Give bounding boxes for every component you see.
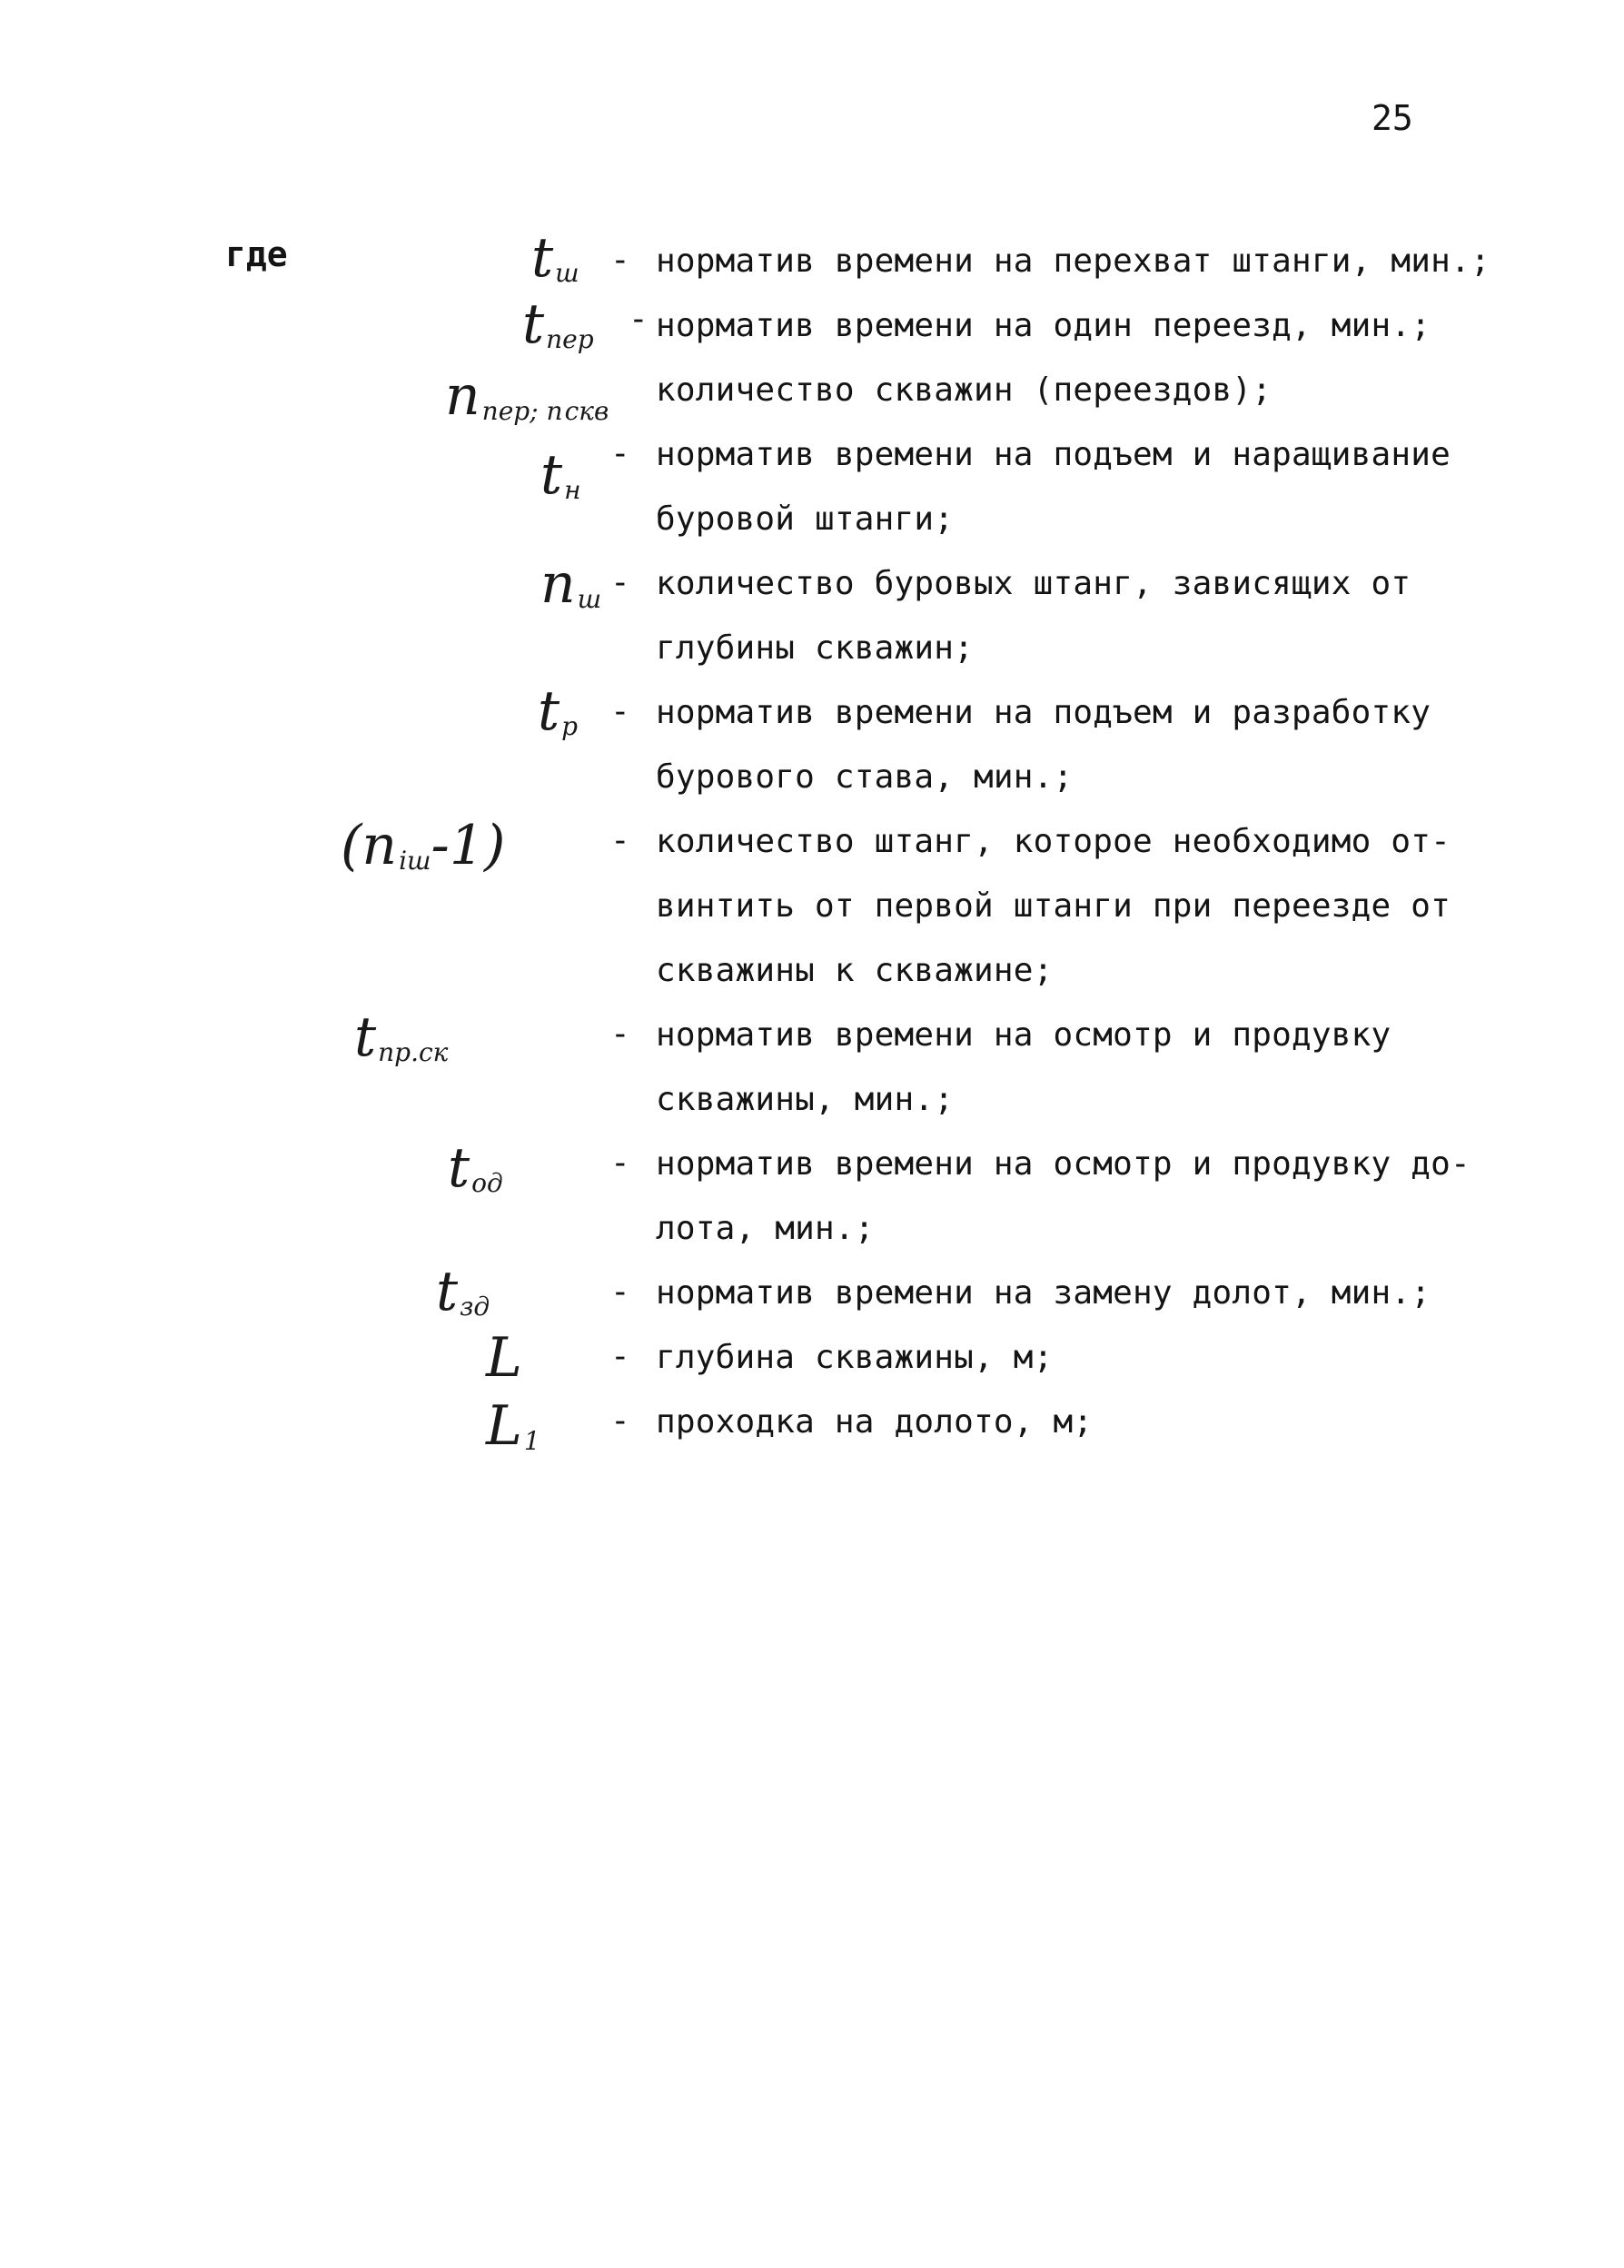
definition-symbol: nш bbox=[540, 552, 602, 616]
definition-text: норматив времени на один переезд, мин.; bbox=[656, 307, 1431, 344]
definition-symbol: tод bbox=[448, 1136, 503, 1200]
definition-text: норматив времени на замену долот, мин.; bbox=[656, 1274, 1431, 1312]
definition-symbol: tзд bbox=[436, 1260, 490, 1323]
definition-dash: - bbox=[610, 1015, 630, 1053]
definition-dash: - bbox=[610, 564, 630, 601]
definition-dash: - bbox=[610, 693, 630, 730]
definition-symbol: tпер bbox=[522, 292, 594, 356]
definition-text: норматив времени на подъем и наращивание буровой штанги; bbox=[656, 436, 1451, 538]
definition-symbol: L bbox=[486, 1326, 522, 1390]
definition-dash: - bbox=[610, 242, 630, 279]
definition-dash: - bbox=[610, 1338, 630, 1375]
definition-dash: - bbox=[610, 822, 630, 859]
definition-dash: - bbox=[610, 435, 630, 472]
definition-dash: - bbox=[629, 301, 649, 338]
definition-symbol: tпр.ск bbox=[354, 1005, 449, 1069]
definition-dash: - bbox=[610, 1273, 630, 1311]
definition-text: норматив времени на осмотр и продувку до- лота, мин.; bbox=[656, 1145, 1471, 1247]
definition-dash: - bbox=[610, 1144, 630, 1182]
definition-text: проходка на долото, м; bbox=[656, 1403, 1094, 1441]
definition-symbol: tр bbox=[538, 679, 579, 743]
definition-symbol: L1 bbox=[486, 1394, 540, 1458]
definition-symbol: (niш-1) bbox=[341, 814, 506, 877]
definition-symbol: tш bbox=[531, 226, 579, 290]
definition-text: количество штанг, которое необходимо от- винтить от первой штанги при переезде от скважины к скважине; bbox=[656, 823, 1451, 989]
definition-text: количество скважин (переездов); bbox=[656, 371, 1272, 409]
definition-text: норматив времени на осмотр и продувку скважины, мин.; bbox=[656, 1016, 1391, 1118]
definition-symbol: tн bbox=[540, 443, 581, 507]
definition-symbol: nпер; nскв bbox=[445, 364, 609, 428]
definition-text: количество буровых штанг, зависящих от глубины скважин; bbox=[656, 565, 1411, 667]
definition-text: норматив времени на перехват штанги, мин.; bbox=[656, 243, 1490, 280]
where-lead-word: где bbox=[225, 234, 288, 274]
definition-text: норматив времени на подъем и разработку бурового става, мин.; bbox=[656, 694, 1431, 796]
definition-dash: - bbox=[610, 1402, 630, 1440]
page-number: 25 bbox=[1371, 98, 1413, 138]
definition-text: глубина скважины, м; bbox=[656, 1339, 1054, 1376]
